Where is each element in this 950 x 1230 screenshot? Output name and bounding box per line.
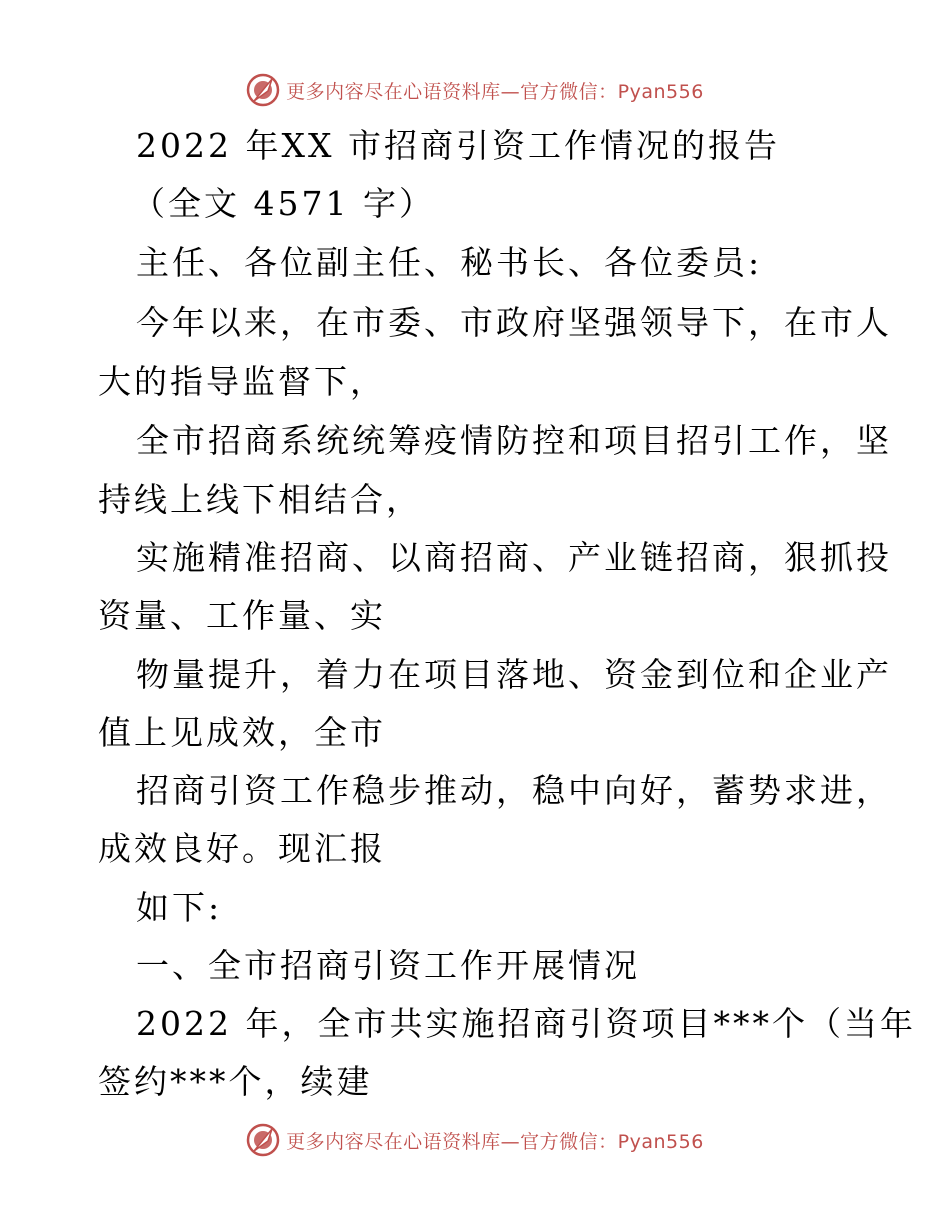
paragraph-line: 签约***个，续建 bbox=[98, 1062, 373, 1101]
paragraph-line: 值上见成效，全市 bbox=[98, 713, 386, 752]
paragraph-line: 物量提升，着力在项目落地、资金到位和企业产 bbox=[136, 655, 892, 694]
word-count: （全文 4571 字） bbox=[132, 184, 435, 223]
paragraph-line: 资量、工作量、实 bbox=[98, 596, 386, 635]
salutation: 主任、各位副主任、秘书长、各位委员: bbox=[136, 243, 763, 282]
document-title: 2022 年XX 市招商引资工作情况的报告 bbox=[136, 126, 780, 165]
paragraph-line: 成效良好。现汇报 bbox=[98, 829, 386, 868]
paragraph-line: 全市招商系统统筹疫情防控和项目招引工作，坚 bbox=[136, 421, 892, 460]
paragraph-line: 持线上线下相结合， bbox=[98, 480, 422, 519]
paragraph-line: 实施精准招商、以商招商、产业链招商，狠抓投 bbox=[136, 538, 892, 577]
paragraph-line: 招商引资工作稳步推动，稳中向好，蓄势求进， bbox=[136, 771, 892, 810]
paragraph-line: 如下: bbox=[136, 888, 223, 927]
footer-banner bbox=[0, 1120, 950, 1160]
quill-logo-icon bbox=[246, 73, 280, 107]
paragraph-line: 2022 年，全市共实施招商引资项目***个（当年 bbox=[136, 1004, 916, 1043]
header-banner bbox=[0, 70, 950, 110]
quill-logo-icon bbox=[246, 1123, 280, 1157]
paragraph-line: 今年以来，在市委、市政府坚强领导下，在市人 bbox=[136, 303, 892, 342]
header-banner-text: 更多内容尽在心语资料库—官方微信：Pyan556 bbox=[286, 80, 704, 103]
footer-banner-text: 更多内容尽在心语资料库—官方微信：Pyan556 bbox=[286, 1130, 704, 1153]
paragraph-line: 大的指导监督下， bbox=[98, 362, 386, 401]
section-heading: 一、全市招商引资工作开展情况 bbox=[136, 946, 640, 985]
